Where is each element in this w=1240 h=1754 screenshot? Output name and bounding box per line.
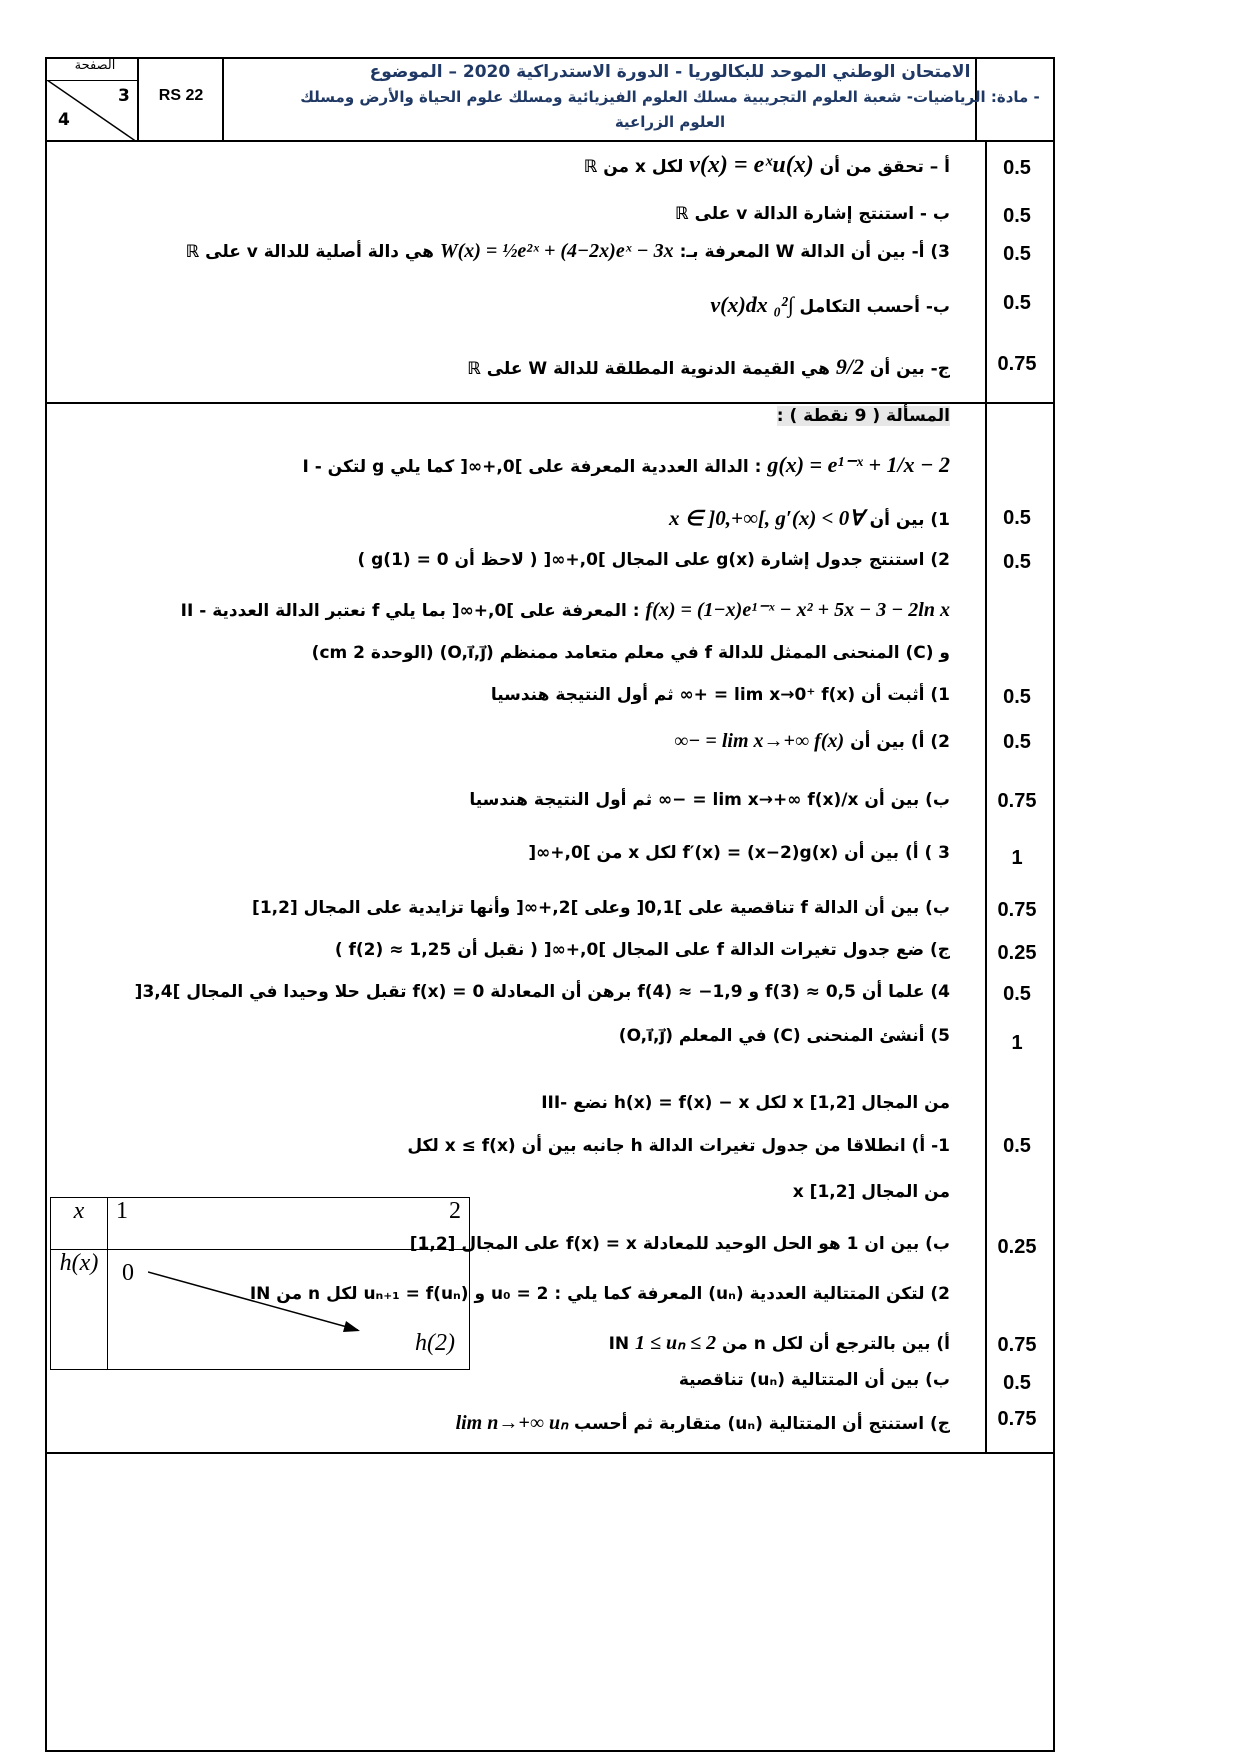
question-text: 4) علما أن f(3) ≈ 0,5 و f(4) ≈ −1,9 برهن أن المعادلة f(x) = 0 تقبل حلا وحيدا في المجال ]3,4[ (134, 982, 950, 1002)
header-title-line2: - مادة: الرياضيات- شعبة العلوم التجريبية مسلك العلوم الفيزيائية ومسلك علوم الحياة والأرض ومسلك (300, 88, 1040, 106)
bottom-divider (45, 1452, 1055, 1454)
points: 0.5 (1003, 292, 1031, 314)
question-text: ب) بين ان 1 هو الحل الوحيد للمعادلة f(x) = x على المجال [1,2] (409, 1234, 950, 1254)
question-text: 1- أ) انطلاقا من جدول تغيرات الدالة h جانبه بين أن x ≤ f(x) لكل (407, 1136, 950, 1156)
points: 0.5 (1003, 507, 1031, 529)
h-table-increasing-arrow (148, 1268, 368, 1338)
header-divider-1 (137, 57, 139, 142)
question-text: 2) أ) بين أن lim x→+∞ f(x) = −∞ (674, 730, 950, 752)
points: 0.75 (997, 899, 1037, 921)
points: 0.75 (997, 1334, 1037, 1356)
question-text: 3) أ- بين أن الدالة W المعرفة بـ: W(x) = ½e²ˣ + (4−2x)eˣ − 3x هي دالة أصلية للدالة v على ℝ (185, 240, 950, 262)
part1-intro: I - لتكن g الدالة العددية المعرفة على ]0,+∞[ كما يلي : g(x) = e¹⁻ˣ + 1/x − 2 (302, 452, 950, 477)
points: 0.5 (1003, 983, 1031, 1005)
h-variation-table (50, 1197, 470, 1370)
h-table-x-label: x (51, 1198, 108, 1250)
points: 0.5 (1003, 157, 1031, 179)
page-number: 3 (118, 86, 130, 106)
points: 0.75 (997, 353, 1037, 375)
points: 1 (1011, 1032, 1023, 1054)
points: 0.5 (1003, 731, 1031, 753)
question-text: أ – تحقق من أن v(x) = eˣu(x) لكل x من ℝ (583, 152, 950, 178)
question-text: أ) بين بالترجع أن لكل n من IN 1 ≤ uₙ ≤ 2 (608, 1332, 950, 1354)
points: 0.5 (1003, 1372, 1031, 1394)
question-text: ب- أحسب التكامل ∫₀² v(x)dx (710, 292, 950, 317)
part2-intro: II - نعتبر الدالة العددية f المعرفة على ]0,+∞[ بما يلي : f(x) = (1−x)e¹⁻ˣ − x² + 5x − 3 − 2ln x (180, 599, 950, 621)
question-text: ج- بين أن 9/2 هي القيمة الدنوية المطلقة للدالة W على ℝ (467, 354, 950, 379)
h-table-h-values (108, 1250, 470, 1370)
points: 0.5 (1003, 205, 1031, 227)
h-table-h-start: 0 (122, 1260, 134, 1286)
points: 0.75 (997, 790, 1037, 812)
problem-title: المسألة ( 9 نقطة ) : (776, 406, 950, 426)
points: 0.5 (1003, 551, 1031, 573)
header-title-line1: الامتحان الوطني الموحد للبكالوريا - الدورة الاستدراكية 2020 – الموضوع (369, 62, 971, 82)
question-text: 1) بين أن ∀x ∈ ]0,+∞[, g′(x) < 0 (668, 506, 950, 530)
points: 0.25 (997, 942, 1037, 964)
points: 0.5 (1003, 243, 1031, 265)
question-text: 1) أثبت أن lim x→0⁺ f(x) = +∞ ثم أول النتيجة هندسيا (490, 685, 950, 705)
section-divider (45, 402, 1055, 404)
h-table-x-values (108, 1198, 470, 1250)
question-text: x من المجال [1,2] (792, 1182, 950, 1202)
page-label: الصفحة (74, 58, 116, 73)
part3-intro: III- نضع h(x) = f(x) − x لكل x من المجال [1,2] (541, 1093, 950, 1113)
question-text: 2) لتكن المتتالية العددية (uₙ) المعرفة كما يلي : u₀ = 2 و uₙ₊₁ = f(uₙ) لكل n من IN (249, 1284, 950, 1304)
h-table-h-label: h(x) (51, 1250, 108, 1370)
question-text: ج) استنتج أن المتتالية (uₙ) متقاربة ثم أحسب lim n→+∞ uₙ (455, 1412, 950, 1434)
question-text: ب) بين أن المتتالية (uₙ) تناقصية (678, 1370, 950, 1390)
part2-curve-note: و (C) المنحنى الممثل للدالة f في معلم متعامد ممنظم (O,i⃗,j⃗) (الوحدة 2 cm) (311, 643, 950, 663)
header-title-line3: العلوم الزراعية (614, 113, 726, 131)
h-table-x-start: 1 (116, 1198, 128, 1224)
points: 1 (1011, 847, 1023, 869)
question-text: ج) ضع جدول تغيرات الدالة f على المجال ]0,+∞[ ( نقبل أن f(2) ≈ 1,25 ) (334, 940, 950, 960)
question-text: ب) بين أن lim x→+∞ f(x)/x = −∞ ثم أول النتيجة هندسيا (469, 790, 950, 810)
page-total: 4 (58, 110, 70, 130)
header-divider-2 (222, 57, 224, 142)
points: 0.75 (997, 1408, 1037, 1430)
points: 0.25 (997, 1236, 1037, 1258)
points: 0.5 (1003, 686, 1031, 708)
points: 0.5 (1003, 1135, 1031, 1157)
h-table-x-end: 2 (449, 1198, 461, 1224)
question-text: 5) أنشئ المنحنى (C) في المعلم (O,i⃗,j⃗) (618, 1026, 950, 1046)
question-text: 2) استنتج جدول إشارة g(x) على المجال ]0,+∞[ ( لاحظ أن g(1) = 0 ) (357, 550, 950, 570)
question-text: 3 ) أ) بين أن f′(x) = (x−2)g(x) لكل x من ]0,+∞[ (528, 843, 950, 863)
exam-code: RS 22 (158, 87, 204, 104)
question-text: ب - استنتج إشارة الدالة v على ℝ (675, 204, 950, 224)
question-text: ب) بين أن الدالة f تناقصية على ]0,1[ وعلى ]2,+∞[ وأنها تزايدية على المجال [1,2] (252, 898, 950, 918)
h-table-h-end: h(2) (415, 1330, 455, 1356)
